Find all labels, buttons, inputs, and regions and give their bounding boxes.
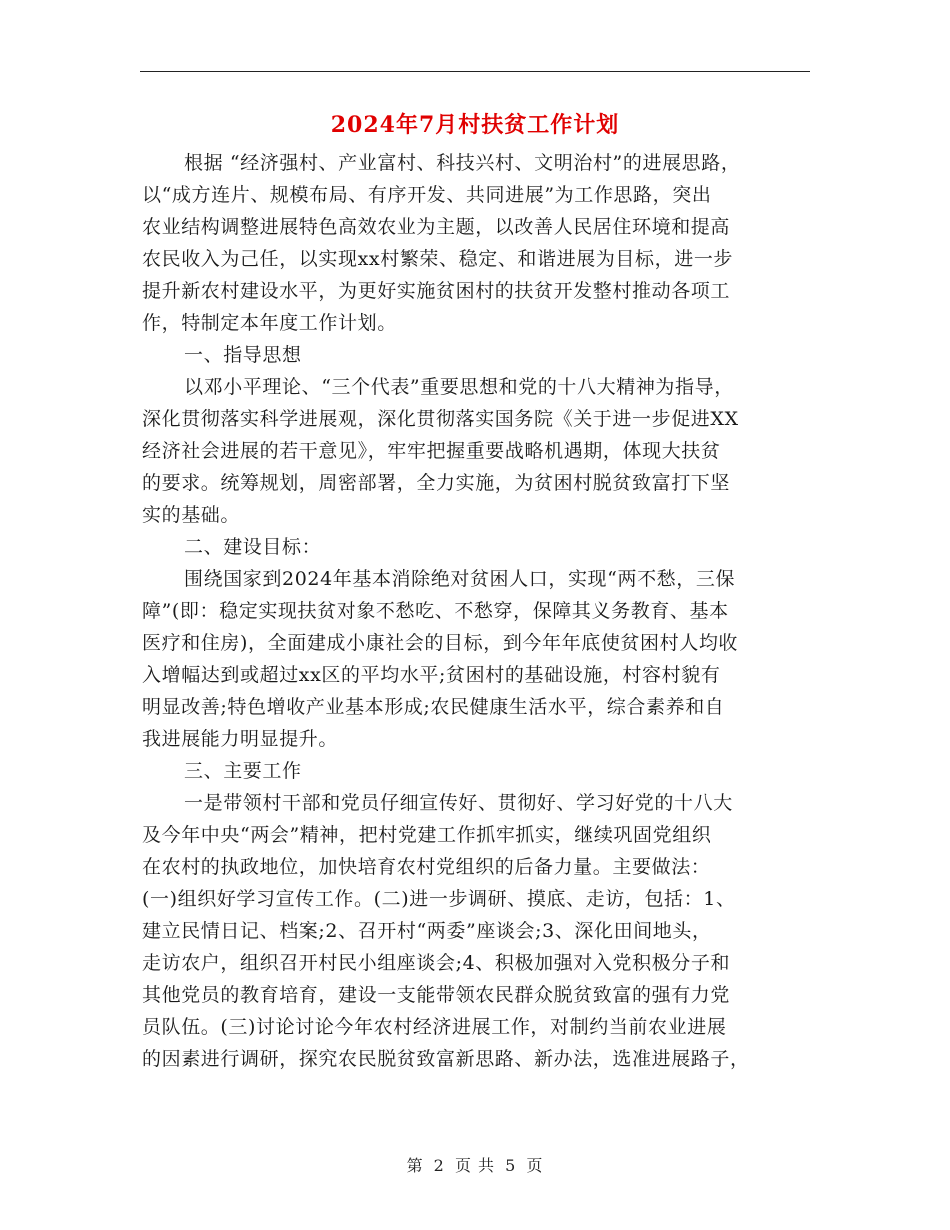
text-line: 一、指导思想 — [184, 344, 302, 366]
text-line: 其他党员的教育培育，建设一支能带领农民群众脱贫致富的强有力党 — [142, 984, 731, 1006]
text-line: 的因素进行调研，探究农民脱贫致富新思路、新办法，选准进展路子， — [142, 1048, 750, 1070]
text-line: 根据 “经济强村、产业富村、科技兴村、文明治村”的进展思路， — [184, 152, 741, 174]
page-label-mid: 页 共 — [454, 1156, 496, 1175]
text-line: 员队伍。(三)讨论讨论今年农村经济进展工作，对制约当前农业进展 — [142, 1016, 727, 1038]
text-line: 二、建设目标： — [184, 536, 322, 558]
document-body — [142, 147, 812, 1075]
text-line: 走访农户，组织召开村民小组座谈会;4、积极加强对入党积极分子和 — [142, 952, 731, 974]
text-line: 入增幅达到或超过xx区的平均水平;贫困村的基础设施，村容村貌有 — [142, 664, 721, 686]
document-title: 2024年7月村扶贫工作计划 — [330, 112, 620, 138]
text-line: 以邓小平理论、“三个代表”重要思想和党的十八大精神为指导， — [184, 376, 734, 398]
text-line: 农民收入为己任，以实现xx村繁荣、稳定、和谐进展为目标，进一步 — [142, 248, 734, 270]
text-line: 经济社会进展的若干意见》，牢牢把握重要战略机遇期，体现大扶贫 — [142, 440, 721, 462]
text-line: 建立民情日记、档案;2、召开村“两委”座谈会;3、深化田间地头， — [142, 920, 712, 942]
text-line: 一是带领村干部和党员仔细宣传好、贯彻好、学习好党的十八大 — [184, 792, 733, 814]
header-rule — [140, 71, 810, 72]
text-line: 农业结构调整进展特色高效农业为主题，以改善人民居住环境和提高 — [142, 216, 731, 238]
text-line: 明显改善;特色增收产业基本形成;农民健康生活水平，综合素养和自 — [142, 696, 725, 718]
text-line: 我进展能力明显提升。 — [142, 728, 339, 750]
text-line: 在农村的执政地位，加快培育农村党组织的后备力量。主要做法： — [142, 856, 711, 878]
text-line: 以“成方连片、规模布局、有序开发、共同进展”为工作思路，突出 — [142, 184, 712, 206]
page-label-prefix: 第 — [406, 1156, 424, 1175]
text-line: (一)组织好学习宣传工作。(二)进一步调研、摸底、走访，包括：1、 — [142, 888, 736, 910]
text-line: 医疗和住房)，全面建成小康社会的目标，到今年年底使贫困村人均收 — [142, 632, 739, 654]
total-pages-number: 5 — [505, 1156, 517, 1175]
text-line: 三、主要工作 — [184, 760, 302, 782]
page-label-suffix: 页 — [526, 1156, 544, 1175]
text-line: 围绕国家到2024年基本消除绝对贫困人口，实现“两不愁，三保 — [184, 568, 736, 590]
page-footer — [0, 1153, 950, 1176]
text-line: 作，特制定本年度工作计划。 — [142, 312, 397, 334]
text-line: 深化贯彻落实科学进展观，深化贯彻落实国务院《关于进一步促进XX — [142, 408, 739, 430]
text-line: 及今年中央“两会”精神，把村党建工作抓牢抓实，继续巩固党组织 — [142, 824, 712, 846]
text-line: 的要求。统筹规划，周密部署，全力实施，为贫困村脱贫致富打下坚 — [142, 472, 731, 494]
text-line: 提升新农村建设水平，为更好实施贫困村的扶贫开发整村推动各项工 — [142, 280, 731, 302]
text-line: 实的基础。 — [142, 504, 241, 526]
text-line: 障”(即：稳定实现扶贫对象不愁吃、不愁穿，保障其义务教育、基本 — [142, 600, 729, 622]
current-page-number: 2 — [433, 1156, 445, 1175]
